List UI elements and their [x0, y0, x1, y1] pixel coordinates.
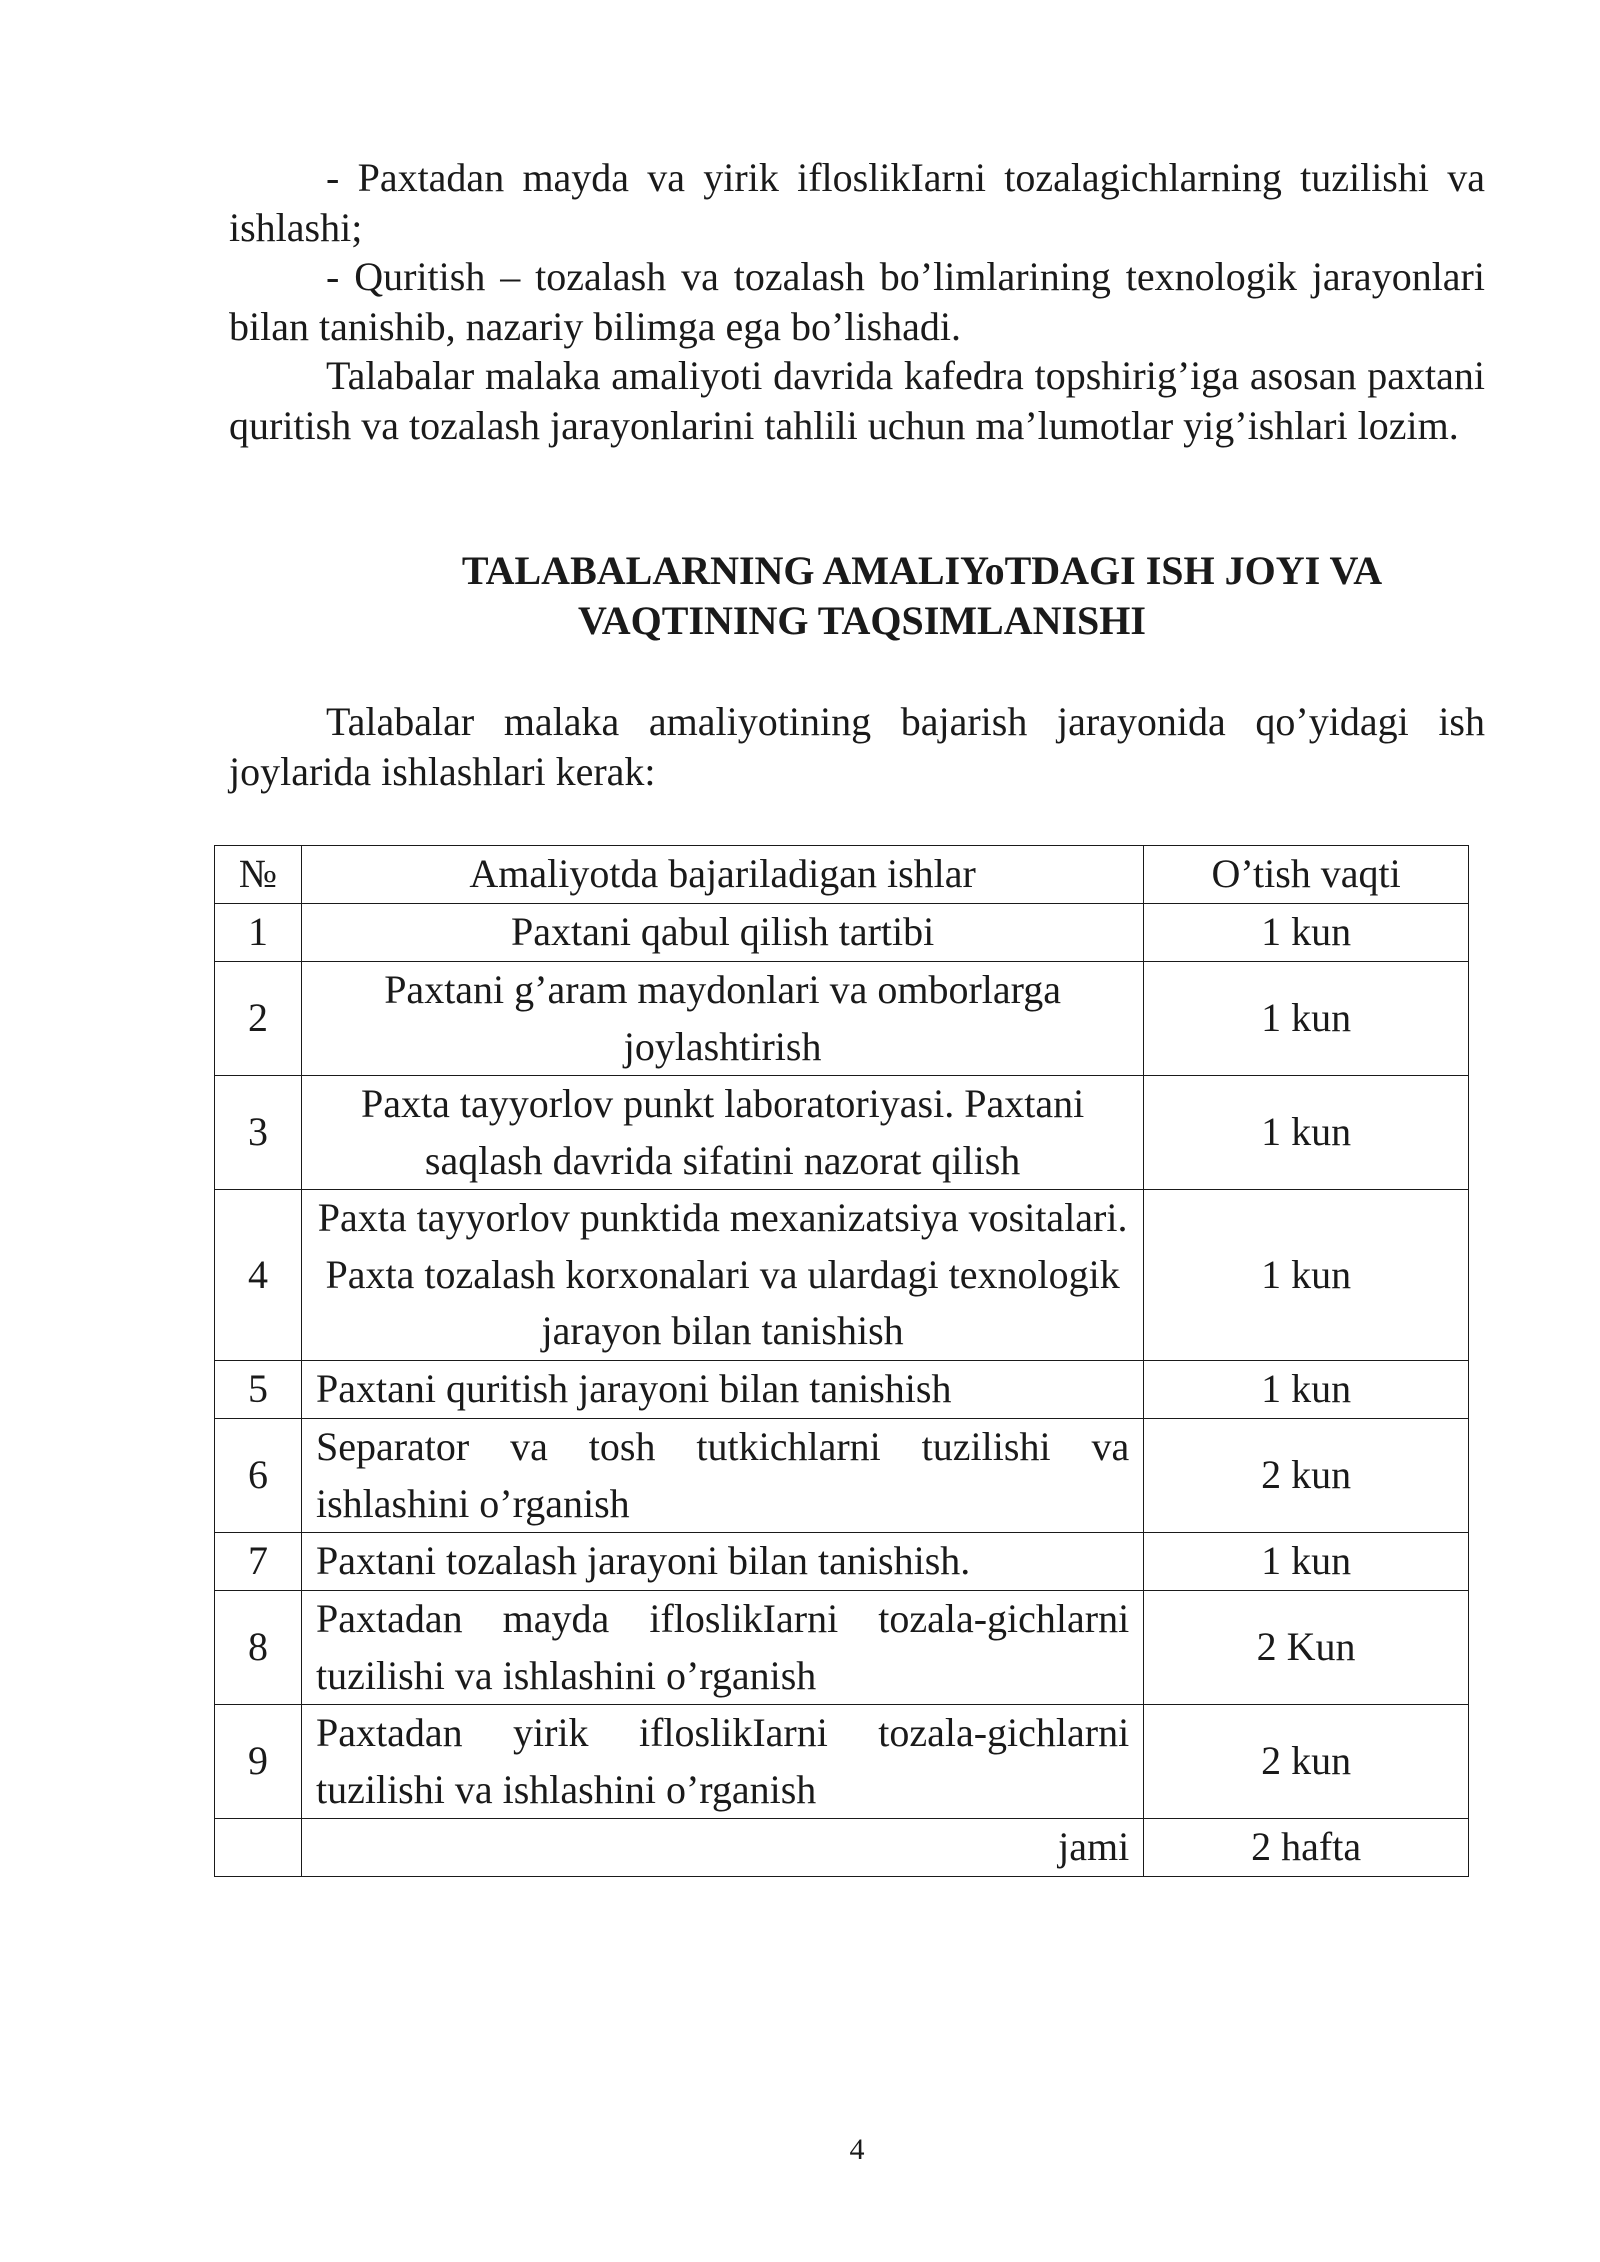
section-heading-line-2: VAQTINING TAQSIMLANISHI — [578, 598, 1146, 643]
intro-paragraph-2: - Quritish – tozalash va tozalash bo’limlarining texnologik jarayonlari bilan tanishib, nazariy bilimga ega bo’lishadi. — [229, 254, 1485, 349]
row-number: 3 — [215, 1076, 302, 1190]
table-row — [215, 1190, 1469, 1361]
row-work: Paxta tayyorlov punkt laboratoriyasi. Paxtani saqlash davrida sifatini nazorat qilish — [301, 1076, 1143, 1190]
lead-text — [229, 697, 1485, 796]
row-time: 2 kun — [1144, 1419, 1469, 1533]
table-row — [215, 1591, 1469, 1705]
table-row — [215, 1076, 1469, 1190]
header-time: O’tish vaqti — [1144, 846, 1469, 904]
intro-paragraph-1: - Paxtadan mayda va yirik ifloslikIarni tozalagichlarning tuzilishi va ishlashi; — [229, 155, 1485, 250]
page-number: 4 — [849, 2133, 865, 2166]
row-time: 1 kun — [1144, 1076, 1469, 1190]
table-total-row — [215, 1819, 1469, 1877]
table-header-row — [215, 846, 1469, 904]
table-row — [215, 904, 1469, 962]
row-number: 9 — [215, 1705, 302, 1819]
row-work: Paxtani g’aram maydonlari va omborlarga joylashtirish — [301, 962, 1143, 1076]
intro-text — [229, 153, 1485, 450]
row-work: Paxtani qabul qilish tartibi — [301, 904, 1143, 962]
total-time: 2 hafta — [1144, 1819, 1469, 1877]
row-number: 4 — [215, 1190, 302, 1361]
row-work: Paxtani tozalash jarayoni bilan tanishish. — [301, 1533, 1143, 1591]
table-row — [215, 1705, 1469, 1819]
row-work: Paxtadan mayda ifloslikIarni tozala-gichlarni tuzilishi va ishlashini o’rganish — [301, 1591, 1143, 1705]
row-time: 1 kun — [1144, 1533, 1469, 1591]
row-time: 1 kun — [1144, 904, 1469, 962]
row-work: Paxta tayyorlov punktida mexanizatsiya vositalari. Paxta tozalash korxonalari va ulardagi texnologik jarayon bilan tanishish — [301, 1190, 1143, 1361]
header-number: № — [215, 846, 302, 904]
intro-paragraph-3: Talabalar malaka amaliyoti davrida kafedra topshirig’iga asosan paxtani quritish va tozalash jarayonlarini tahlili uchun ma’lumotlar yig’ishlari lozim. — [229, 353, 1485, 448]
table-row — [215, 1419, 1469, 1533]
schedule-table — [214, 845, 1469, 1877]
section-heading-line-1: TALABALARNING AMALIYoTDAGI ISH JOYI VA — [461, 548, 1383, 593]
row-number: 5 — [215, 1361, 302, 1419]
table-row — [215, 962, 1469, 1076]
section-heading — [229, 546, 1485, 646]
row-work: Paxtani quritish jarayoni bilan tanishish — [301, 1361, 1143, 1419]
row-number: 2 — [215, 962, 302, 1076]
total-label: jami — [301, 1819, 1143, 1877]
row-number: 7 — [215, 1533, 302, 1591]
row-number: 1 — [215, 904, 302, 962]
row-time: 1 kun — [1144, 1190, 1469, 1361]
table-row — [215, 1361, 1469, 1419]
row-time: 2 Kun — [1144, 1591, 1469, 1705]
row-time: 1 kun — [1144, 1361, 1469, 1419]
row-time: 1 kun — [1144, 962, 1469, 1076]
total-number-empty — [215, 1819, 302, 1877]
row-number: 8 — [215, 1591, 302, 1705]
header-work: Amaliyotda bajariladigan ishlar — [301, 846, 1143, 904]
row-number: 6 — [215, 1419, 302, 1533]
row-time: 2 kun — [1144, 1705, 1469, 1819]
row-work: Separator va tosh tutkichlarni tuzilishi va ishlashini o’rganish — [301, 1419, 1143, 1533]
lead-paragraph: Talabalar malaka amaliyotining bajarish jarayonida qo’yidagi ish joylarida ishlashlari kerak: — [229, 699, 1485, 794]
table-row — [215, 1533, 1469, 1591]
row-work: Paxtadan yirik ifloslikIarni tozala-gichlarni tuzilishi va ishlashini o’rganish — [301, 1705, 1143, 1819]
